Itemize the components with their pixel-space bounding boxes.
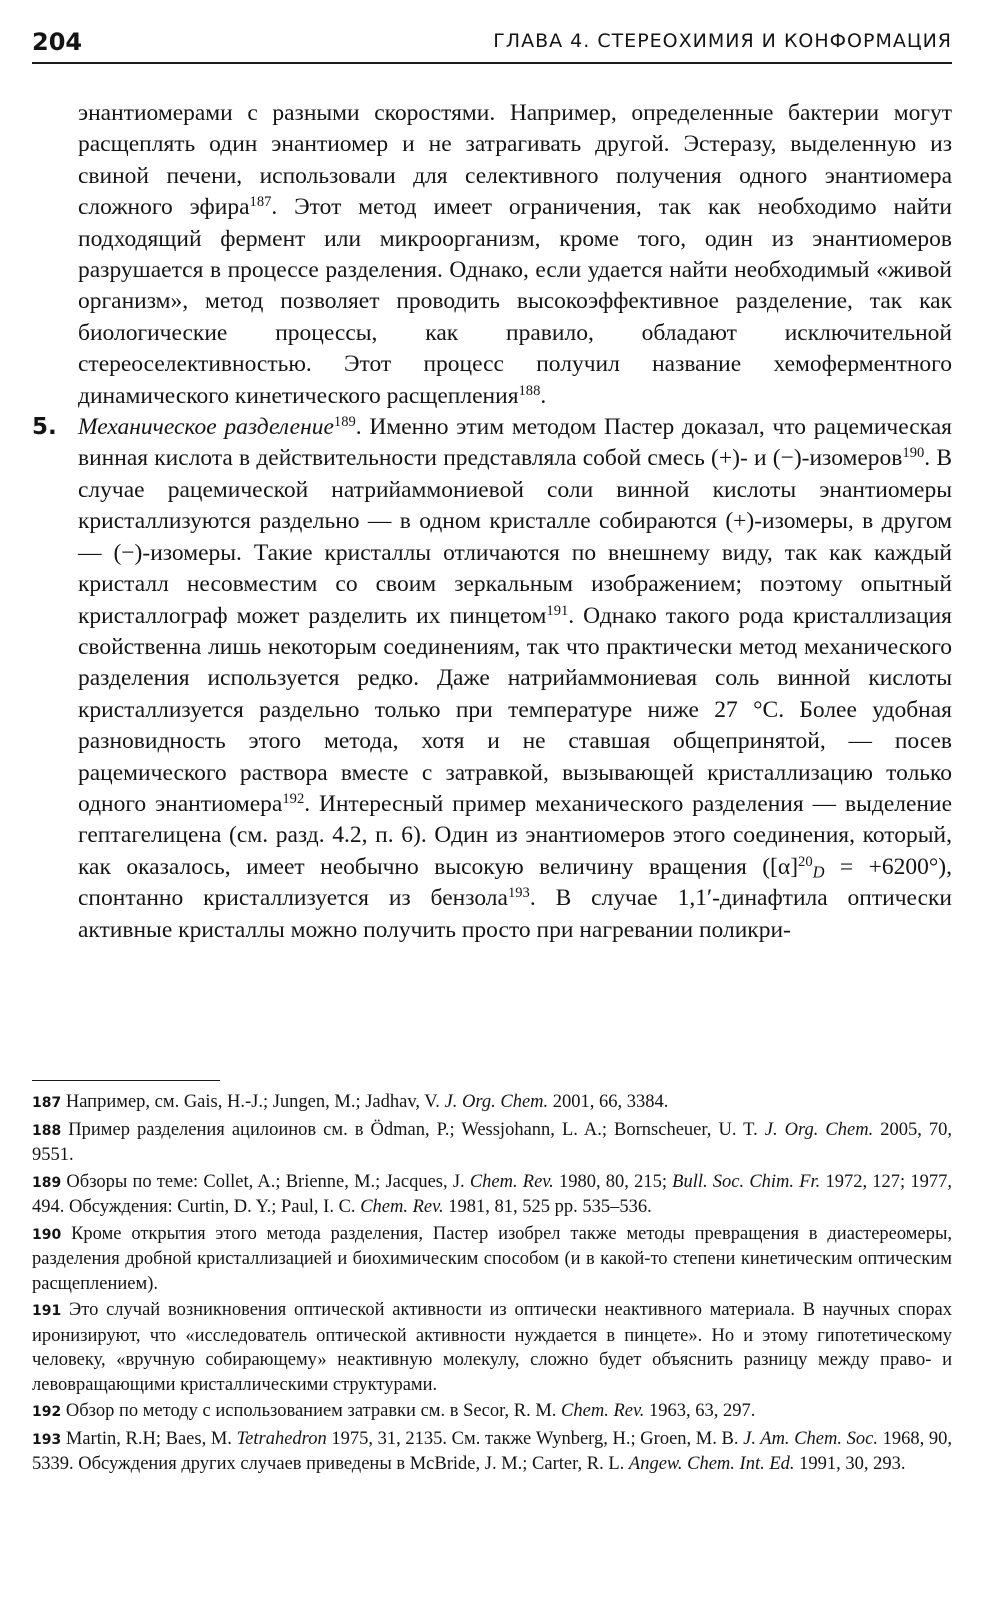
page-number: 204 [32, 28, 83, 56]
footnote-ref-190[interactable]: 190 [902, 445, 925, 462]
rotation-temperature: 20 [798, 853, 813, 870]
section-title: Механическое разделение [78, 414, 334, 441]
list-item-5: 5. Механическое разделение$^{189}$. Именно этим методом Пастер доказал, что рацемическая винная кислота в действительности представляла собой смесь (+)- и (−)-изомеров$^{190}$. В случае рацемической натрийаммониевой соли винной кислоты энантиомеры кристаллизуются раздельно — в одном кристалле собираются (+)-изомеры, в другом — (−)-изомеры. Такие кристаллы отличаются по внешнему виду, так как каждый кристалл несовместим со своим зеркальным изображением; поэтому опытный кристаллограф может разделить их пинцетом$^{191}$. Однако такого рода кристаллизация свойственна лишь некоторым соединениям, так что практически метод механического разделения используется редко. Даже натрийаммониевая соль винной кислоты кристаллизуется раздельно только при температуре ниже 27 °C. Более удобная разновидность этого метода, хотя и не ставшая общепринятой, — посев рацемического раствора вместе с затравкой, вызывающей кристаллизацию только одного энантиомера$^{192}$. Интересный пример механического разделения — выделение гептагелицена (см. разд. 4.2, п. 6). Один из энантиомеров этого соединения, который, как оказалось, имеет необычно высокую величину вращения $([\alpha]^{20}_D = +6200^\circ)$, спонтанно кристаллизуется из бензола$^{193}$. В случае 1,1′-динафтила оптически активные кристаллы можно получить просто при нагревании поликри- [32, 414, 952, 943]
footnote-188: 188 Пример разделения ацилоинов см. в Ödman, P.; Wessjohann, L. A.; Bornscheuer, U. T. J. Org. Chem. 2005, 70, 9551. [32, 1119, 953, 1165]
footnote-number: 193 [32, 1431, 62, 1448]
page-header [32, 28, 952, 64]
list-item-number: 5. [32, 414, 57, 441]
footnote-ref-189[interactable]: 189 [333, 414, 356, 431]
footnote-190: 190 Кроме открытия этого метода разделения, Пастер изобрел также методы превращения в диастереомеры, разделения дробной кристаллизацией и биохимическим способом (и в какой-то степени кинетическим оптическим расщеплением). [32, 1223, 952, 1294]
footnote-number: 190 [32, 1226, 62, 1243]
footnote-187: 187 Например, см. Gais, H.-J.; Jungen, M.; Jadhav, V. J. Org. Chem. 2001, 66, 3384. [32, 1092, 669, 1112]
paragraph-continuation: энантиомерами с разными скоростями. Например, определенные бактерии могут расщеплять один энантиомер и не затрагивать другой. Эстеразу, выделенную из свиной печени, использовали для селективного получения одного энантиомера сложного эфира$^{187}$. Этот метод имеет ограничения, так как необходимо найти подходящий фермент или микроорганизм, кроме того, один из энантиомеров разрушается в процессе разделения. Однако, если удается найти необходимый «живой организм», метод позволяет проводить высокоэффективное разделение, так как биологические процессы, как правило, обладают исключительной стереоселективностью. Этот процесс получил название хемоферментного динамического кинетического расщепления$^{188}$. [78, 100, 952, 409]
footnote-ref-188[interactable]: 188 [518, 382, 541, 399]
footnote-189: 189 Обзоры по теме: Collet, A.; Brienne, M.; Jacques, J. Chem. Rev. 1980, 80, 215; Bull. Soc. Chim. Fr. 1972, 127; 1977, 494. Обсуждения: Curtin, D. Y.; Paul, I. C. Chem. Rev. 1981, 81, 525 pp. 535–536. [32, 1171, 953, 1217]
footnote-number: 188 [32, 1122, 62, 1139]
footnote-number: 189 [32, 1174, 62, 1191]
footnote-191: 191 Это случай возникновения оптической активности из оптически неактивного материала. В научных спорах иронизируют, что «исследователь оптической активности нуждается в пинцете». Но и этому гипотетическому человеку, «вручную собирающему» неактивную молекулу, сложно будет объяснить разницу между право- и левовращающими кристаллическими структурами. [32, 1300, 953, 1395]
footnote-number: 192 [32, 1404, 62, 1420]
main-text [32, 98, 952, 946]
footnote-ref-191[interactable]: 191 [546, 602, 569, 619]
footnote-ref-193[interactable]: 193 [507, 885, 530, 902]
footnotes [32, 1090, 952, 1479]
footnote-192: 192 Обзор по методу с использованием затравки см. в Secor, R. M. Chem. Rev. 1963, 63, 297. [32, 1401, 756, 1421]
running-title: ГЛАВА 4. СТЕРЕОХИМИЯ И КОНФОРМАЦИЯ [493, 30, 952, 52]
rotation-wavelength: D [812, 862, 825, 882]
footnote-number: 191 [32, 1303, 62, 1319]
footnote-ref-187[interactable]: 187 [249, 194, 272, 211]
footnote-separator [32, 1080, 220, 1081]
footnote-ref-192[interactable]: 192 [282, 790, 305, 807]
footnote-number: 187 [32, 1095, 62, 1111]
footnote-193: 193 Martin, R.H; Baes, M. Tetrahedron 1975, 31, 2135. См. также Wynberg, H.; Groen, M. B. J. Am. Chem. Soc. 1968, 90, 5339. Обсуждения других случаев приведены в McBride, J. M.; Carter, R. L. Angew. Chem. Int. Ed. 1991, 30, 293. [32, 1428, 953, 1474]
